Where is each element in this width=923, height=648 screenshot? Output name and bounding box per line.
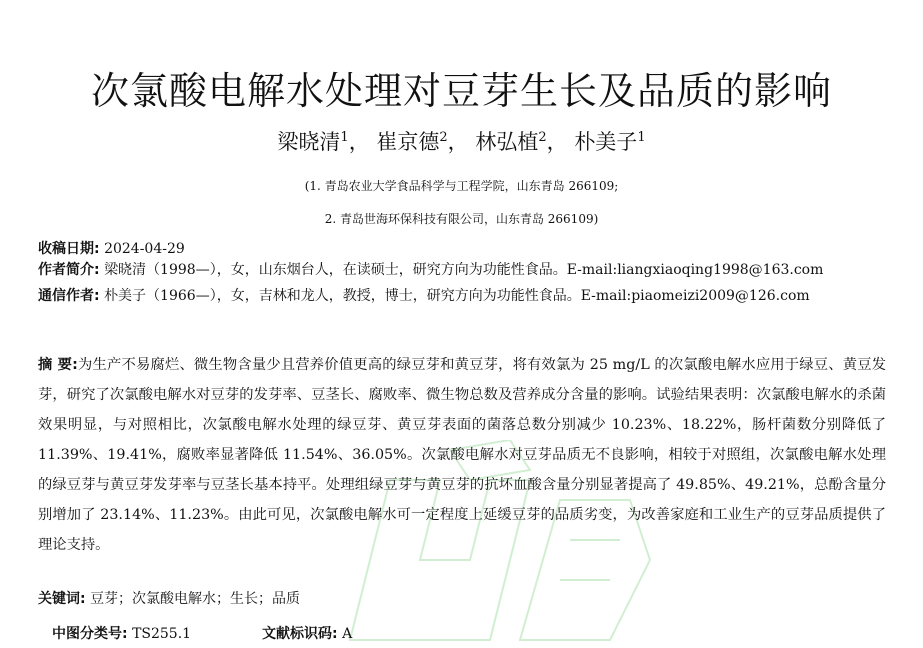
classification-value: TS255.1 bbox=[132, 626, 192, 642]
document-code bbox=[262, 623, 352, 643]
author-name: 崔京德 bbox=[376, 130, 440, 154]
doc-code-value: A bbox=[342, 626, 353, 642]
author-affiliation-mark: 1 bbox=[637, 130, 646, 145]
received-value: 2024-04-29 bbox=[104, 241, 185, 257]
author-affiliation-mark: 2 bbox=[439, 130, 448, 145]
abstract bbox=[38, 350, 886, 560]
author-list bbox=[0, 126, 923, 156]
corresponding-author bbox=[38, 285, 810, 305]
author-affiliation-mark: 1 bbox=[340, 130, 349, 145]
received-label: 收稿日期: bbox=[38, 241, 100, 257]
author-separator: ， bbox=[546, 130, 568, 154]
affiliation-1: (1. 青岛农业大学食品科学与工程学院，山东青岛 266109; bbox=[304, 179, 619, 193]
classification-number bbox=[52, 623, 191, 643]
keywords bbox=[38, 588, 300, 608]
keywords-value: 豆芽；次氯酸电解水；生长；品质 bbox=[90, 591, 301, 607]
doc-code-label: 文献标识码: bbox=[262, 626, 338, 642]
paper-title: 次氯酸电解水处理对豆芽生长及品质的影响 bbox=[90, 69, 832, 113]
author-separator: ， bbox=[447, 130, 469, 154]
affiliation-2: 2. 青岛世海环保科技有限公司，山东青岛 266109) bbox=[324, 212, 599, 226]
author-name: 梁晓清 bbox=[277, 130, 341, 154]
author-separator: ， bbox=[348, 130, 370, 154]
classification-label: 中图分类号: bbox=[52, 626, 128, 642]
corresponding-label: 通信作者: bbox=[38, 288, 100, 304]
author-affiliation-mark: 2 bbox=[538, 130, 547, 145]
keywords-label: 关键词: bbox=[38, 591, 86, 607]
author-name: 林弘植 bbox=[475, 130, 539, 154]
author-bio-label: 作者简介: bbox=[38, 262, 100, 278]
received-date bbox=[38, 238, 185, 258]
author-bio bbox=[38, 259, 823, 279]
abstract-label: 摘 要: bbox=[38, 357, 78, 373]
corresponding-value: 朴美子（1966—），女，吉林和龙人，教授，博士，研究方向为功能性食品。E-mail:piaomeizi2009@126.com bbox=[104, 288, 810, 304]
abstract-text: 为生产不易腐烂、微生物含量少且营养价值更高的绿豆芽和黄豆芽，将有效氯为 25 mg/L 的次氯酸电解水应用于绿豆、黄豆发芽，研究了次氯酸电解水对豆芽的发芽率、豆茎长、腐败率、微生物总数及营养成分含量的影响。试验结果表明：次氯酸电解水的杀菌效果明显，与对照相比，次氯酸电解水处理的绿豆芽、黄豆芽表面的菌落总数分别减少 10.23%、18.22%，肠杆菌数分别降低了 11.39%、19.41%，腐败率显著降低 11.54%、36.05%。次氯酸电解水对豆芽品质无不良影响，相较于对照组，次氯酸电解水处理的绿豆芽与黄豆芽发芽率与豆茎长基本持平。处理组绿豆芽与黄豆芽的抗坏血酸含量分别显著提高了 49.85%、49.21%，总酚含量分别增加了 23.14%、11.23%。由此可见，次氯酸电解水可一定程度上延缓豆芽的品质劣变，为改善家庭和工业生产的豆芽品质提供了理论支持。 bbox=[38, 357, 886, 553]
author-name: 朴美子 bbox=[574, 130, 638, 154]
author-bio-value: 梁晓清（1998—），女，山东烟台人，在读硕士，研究方向为功能性食品。E-mail:liangxiaoqing1998@163.com bbox=[104, 262, 824, 278]
